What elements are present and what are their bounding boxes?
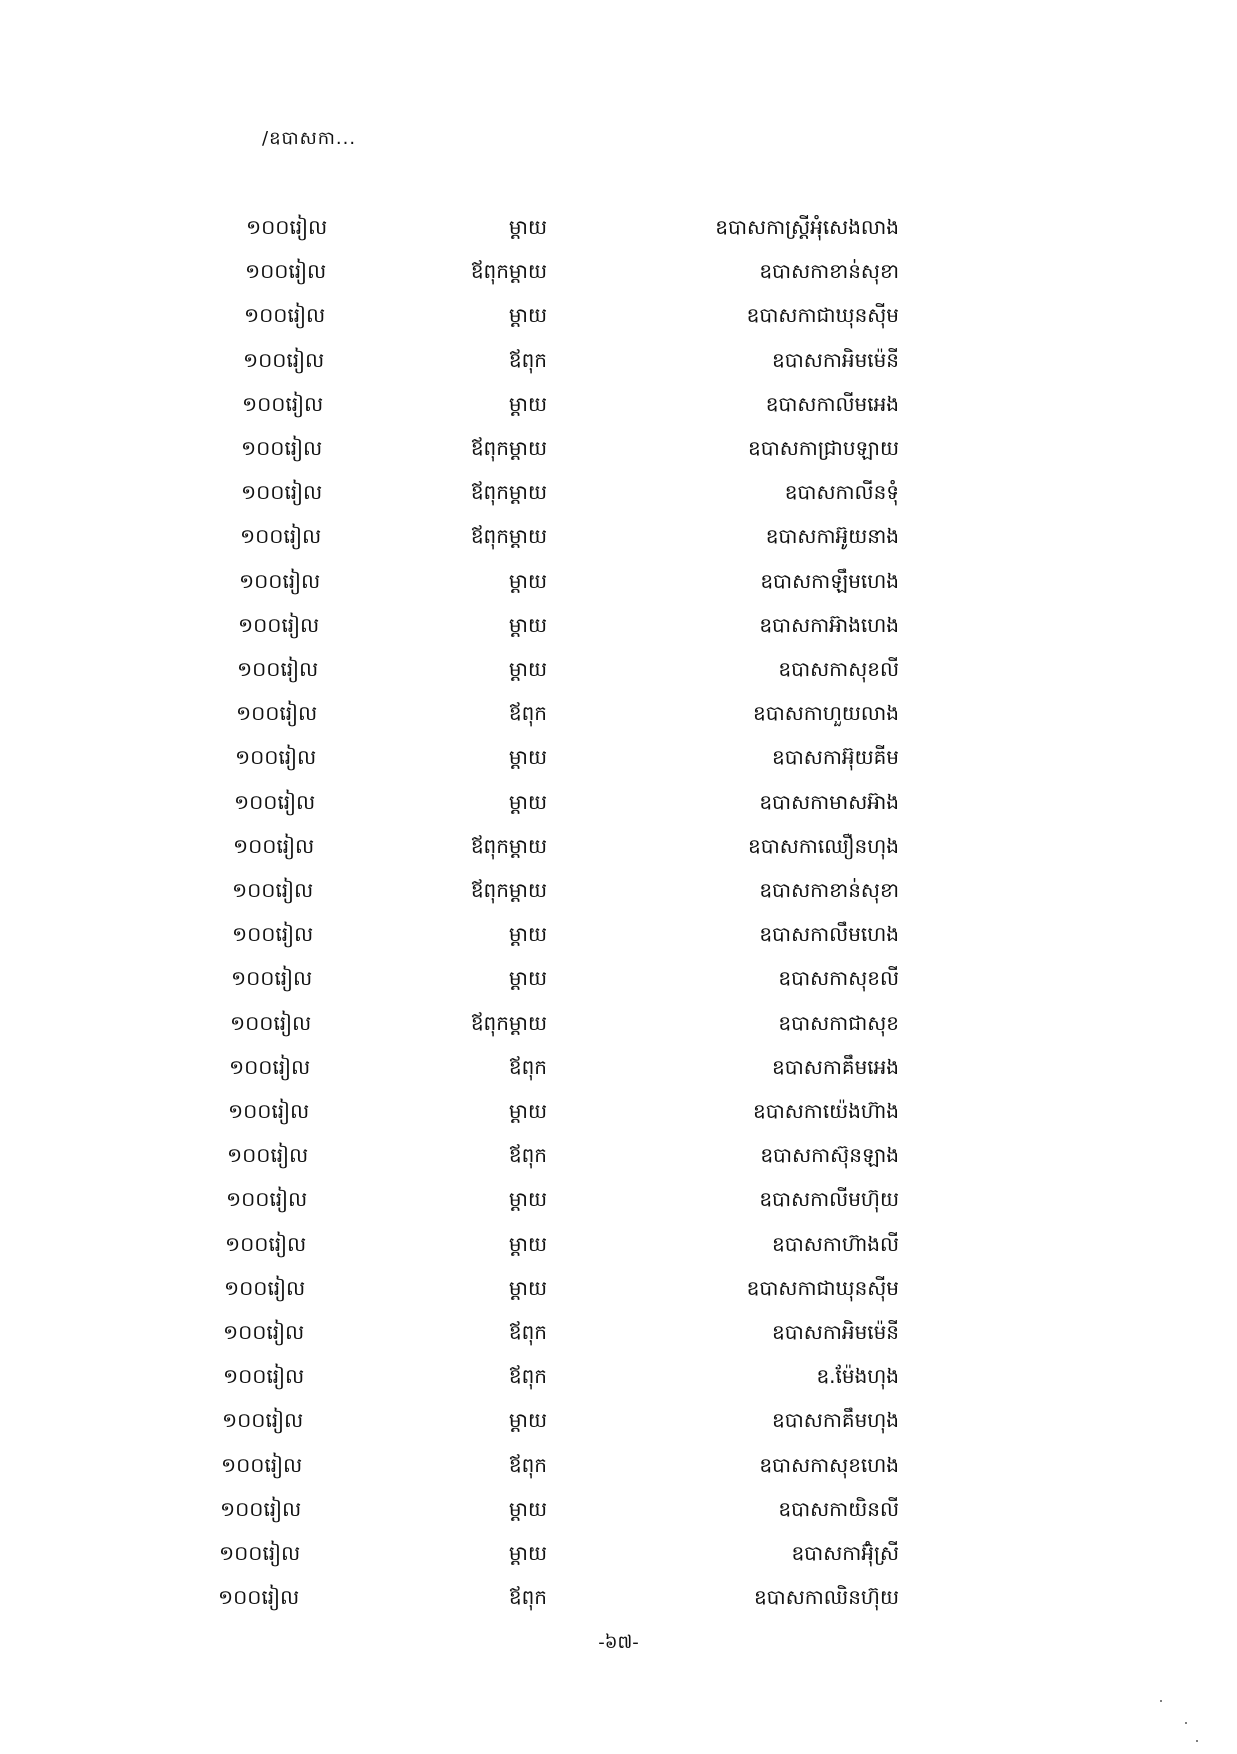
donor-name: ឧបាសកាជាឃុនស៊ីម bbox=[746, 303, 899, 328]
donor-name: ឧបាសកាយ៉េងហ៊ាង bbox=[753, 1099, 899, 1123]
donor-relation: ឪពុក bbox=[508, 1585, 547, 1610]
donor-name: ឧបាសកាលឹមហេង bbox=[759, 922, 899, 947]
donor-relation: ម្ដាយ bbox=[508, 789, 547, 814]
table-row bbox=[0, 1398, 1237, 1442]
donor-amount: ១០០រៀល bbox=[227, 1143, 309, 1168]
donor-name: ឧបាសកាខាន់សុខា bbox=[759, 878, 899, 902]
donor-relation: ឪពុក bbox=[508, 1143, 547, 1168]
donor-relation: ម្ដាយ bbox=[508, 657, 547, 681]
donor-name: ឧបាសកាអិមម៉េនី bbox=[772, 347, 899, 372]
donor-amount: ១០០រៀល bbox=[231, 966, 313, 991]
donor-relation: ឪពុក bbox=[508, 1452, 547, 1477]
donor-relation: ឪពុក bbox=[508, 701, 547, 726]
donor-relation: ម្ដាយ bbox=[508, 568, 547, 593]
table-row bbox=[0, 470, 1237, 514]
donor-amount: ១០០រៀល bbox=[240, 524, 322, 549]
donor-amount: ១០០រៀល bbox=[244, 303, 326, 328]
donor-name: ឧបាសកាគឹមអេង bbox=[772, 1054, 899, 1079]
donor-name: ឧបាសកាឡឹមហេង bbox=[760, 568, 899, 593]
donor-name: ឧបាសកាឈឿនហុង bbox=[748, 833, 899, 858]
donor-relation: ឪពុកម្ដាយ bbox=[470, 436, 547, 460]
table-row bbox=[0, 868, 1237, 912]
donor-relation: ឪពុក bbox=[508, 1054, 547, 1079]
donor-name: ឧបាសកាជ្រាបឡាយ bbox=[748, 436, 899, 460]
donor-amount: ១០០រៀល bbox=[246, 215, 328, 239]
donor-amount: ១០០រៀល bbox=[238, 612, 320, 637]
donor-amount: ១០០រៀល bbox=[222, 1408, 304, 1433]
donor-amount: ១០០រៀល bbox=[239, 568, 321, 593]
table-row bbox=[0, 1001, 1237, 1045]
donor-name: ឧបាសកាខាន់សុខា bbox=[759, 259, 899, 284]
donor-amount: ១០០រៀល bbox=[241, 436, 323, 460]
donor-relation: ឪពុកម្ដាយ bbox=[470, 833, 547, 858]
donor-name: ឧបាសកាហ៊ាងលី bbox=[772, 1231, 899, 1256]
donor-relation: ម្ដាយ bbox=[508, 1541, 547, 1565]
donor-relation: ឪពុកម្ដាយ bbox=[470, 878, 547, 902]
table-row bbox=[0, 426, 1237, 470]
donor-relation: ឪពុក bbox=[508, 347, 547, 372]
table-row bbox=[0, 514, 1237, 558]
donor-amount: ១០០រៀល bbox=[230, 1010, 312, 1035]
donor-name: ឧបាសកាសុខលី bbox=[778, 966, 899, 991]
donor-relation: ម្ដាយ bbox=[508, 922, 547, 947]
donor-amount: ១០០រៀល bbox=[235, 745, 317, 770]
donor-name: ឧបាសកាជាសុខ bbox=[778, 1010, 899, 1035]
donor-amount: ១០០រៀល bbox=[226, 1187, 308, 1212]
continuation-note: /ឧបាសកា... bbox=[262, 128, 357, 149]
donor-relation: ម្ដាយ bbox=[508, 1496, 547, 1521]
donor-name: ឧបាសកាអិមម៉េនី bbox=[772, 1320, 899, 1344]
donor-relation: ម្ដាយ bbox=[508, 1099, 547, 1123]
donor-relation: ម្ដាយ bbox=[508, 1408, 547, 1433]
donor-amount: ១០០រៀល bbox=[223, 1320, 305, 1344]
table-row bbox=[0, 1487, 1237, 1531]
scan-speck bbox=[1185, 1722, 1187, 1724]
table-row bbox=[0, 1310, 1237, 1354]
table-row bbox=[0, 1089, 1237, 1133]
table-row bbox=[0, 1222, 1237, 1266]
donor-amount: ១០០រៀល bbox=[228, 1099, 310, 1123]
donor-name: ឧបាសកាអ៊ុំស្រី bbox=[791, 1541, 899, 1565]
donor-name: ឧបាសកាជាឃុនស៊ីម bbox=[746, 1275, 899, 1300]
table-row bbox=[0, 691, 1237, 735]
donor-name: ឧបាសកាគឹមហុង bbox=[772, 1408, 899, 1433]
donor-relation: ឪពុកម្ដាយ bbox=[470, 480, 547, 505]
donor-amount: ១០០រៀល bbox=[241, 480, 323, 505]
donor-relation: ម្ដាយ bbox=[508, 215, 547, 239]
donor-name: ឧ.ម៉ែងហុង bbox=[816, 1364, 899, 1389]
donor-amount: ១០០រៀល bbox=[232, 922, 314, 947]
donor-amount: ១០០រៀល bbox=[218, 1585, 300, 1610]
donor-name: ឧបាសកាអ៊ុយគីម bbox=[772, 745, 899, 770]
table-row bbox=[0, 1531, 1237, 1575]
table-row bbox=[0, 1133, 1237, 1177]
donor-amount: ១០០រៀល bbox=[232, 878, 314, 902]
donor-relation: ឪពុក bbox=[508, 1364, 547, 1389]
donor-amount: ១០០រៀល bbox=[243, 347, 325, 372]
donor-relation: ម្ដាយ bbox=[508, 966, 547, 991]
table-row bbox=[0, 735, 1237, 779]
donor-name: ឧបាសកាអ៊ាងហេង bbox=[759, 612, 899, 637]
donor-name: ឧបាសកាហួយលាង bbox=[753, 701, 899, 726]
donor-relation: ម្ដាយ bbox=[508, 745, 547, 770]
donor-amount: ១០០រៀល bbox=[229, 1054, 311, 1079]
donor-name: ឧបាសកាមាសអ៊ាង bbox=[759, 789, 899, 814]
donor-relation: ឪពុកម្ដាយ bbox=[470, 259, 547, 284]
scan-speck bbox=[1160, 1700, 1162, 1702]
donor-relation: ម្ដាយ bbox=[508, 1275, 547, 1300]
table-row bbox=[0, 1177, 1237, 1221]
donor-name: ឧបាសកាយិនលី bbox=[778, 1496, 899, 1521]
donor-relation: ម្ដាយ bbox=[508, 1231, 547, 1256]
donor-name: ឧបាសកាស៊ុនឡាង bbox=[760, 1143, 899, 1168]
table-row bbox=[0, 1443, 1237, 1487]
scan-speck bbox=[1196, 1740, 1198, 1742]
donor-name: ឧបាសកាអ៊ូយនាង bbox=[765, 524, 899, 549]
table-row bbox=[0, 956, 1237, 1000]
donor-amount: ១០០រៀល bbox=[233, 833, 315, 858]
donor-name: ឧបាសកាសុខលី bbox=[778, 657, 899, 681]
donor-relation: ឪពុកម្ដាយ bbox=[470, 1010, 547, 1035]
donor-name: ឧបាសកាស្រ្តីអុំសេងលាង bbox=[715, 215, 899, 239]
table-row bbox=[0, 1266, 1237, 1310]
donor-amount: ១០០រៀល bbox=[234, 789, 316, 814]
page-number: -៦៧- bbox=[598, 1632, 639, 1653]
table-row bbox=[0, 647, 1237, 691]
donor-name: ឧបាសកាលីមអេង bbox=[765, 391, 899, 416]
table-row bbox=[0, 603, 1237, 647]
donor-relation: ម្ដាយ bbox=[508, 1187, 547, 1212]
donor-name: ឧបាសកាឈិនហ៊ុយ bbox=[753, 1585, 899, 1610]
table-row bbox=[0, 912, 1237, 956]
table-row bbox=[0, 1045, 1237, 1089]
donor-amount: ១០០រៀល bbox=[242, 391, 324, 416]
donor-name: ឧបាសកាលីនទុំ bbox=[784, 480, 899, 505]
donor-relation: ម្ដាយ bbox=[508, 303, 547, 328]
donor-amount: ១០០រៀល bbox=[221, 1452, 303, 1477]
donor-relation: ឪពុកម្ដាយ bbox=[470, 524, 547, 549]
donor-relation: ឪពុក bbox=[508, 1320, 547, 1344]
donor-amount: ១០០រៀល bbox=[245, 259, 327, 284]
donor-amount: ១០០រៀល bbox=[237, 657, 319, 681]
donor-relation: ម្ដាយ bbox=[508, 612, 547, 637]
donor-name: ឧបាសកាលីមហ៊ុយ bbox=[759, 1187, 899, 1212]
donor-amount: ១០០រៀល bbox=[223, 1364, 305, 1389]
table-row bbox=[0, 559, 1237, 603]
table-row bbox=[0, 1354, 1237, 1398]
table-row bbox=[0, 1575, 1237, 1619]
table-row bbox=[0, 249, 1237, 293]
table-row bbox=[0, 824, 1237, 868]
table-row bbox=[0, 382, 1237, 426]
table-row bbox=[0, 205, 1237, 249]
donor-name: ឧបាសកាសុខហេង bbox=[759, 1452, 899, 1477]
donor-relation: ម្ដាយ bbox=[508, 391, 547, 416]
table-row bbox=[0, 293, 1237, 337]
table-row bbox=[0, 780, 1237, 824]
donor-amount: ១០០រៀល bbox=[220, 1496, 302, 1521]
donor-amount: ១០០រៀល bbox=[219, 1541, 301, 1565]
donor-amount: ១០០រៀល bbox=[236, 701, 318, 726]
donor-amount: ១០០រៀល bbox=[224, 1275, 306, 1300]
donor-amount: ១០០រៀល bbox=[225, 1231, 307, 1256]
table-row bbox=[0, 338, 1237, 382]
